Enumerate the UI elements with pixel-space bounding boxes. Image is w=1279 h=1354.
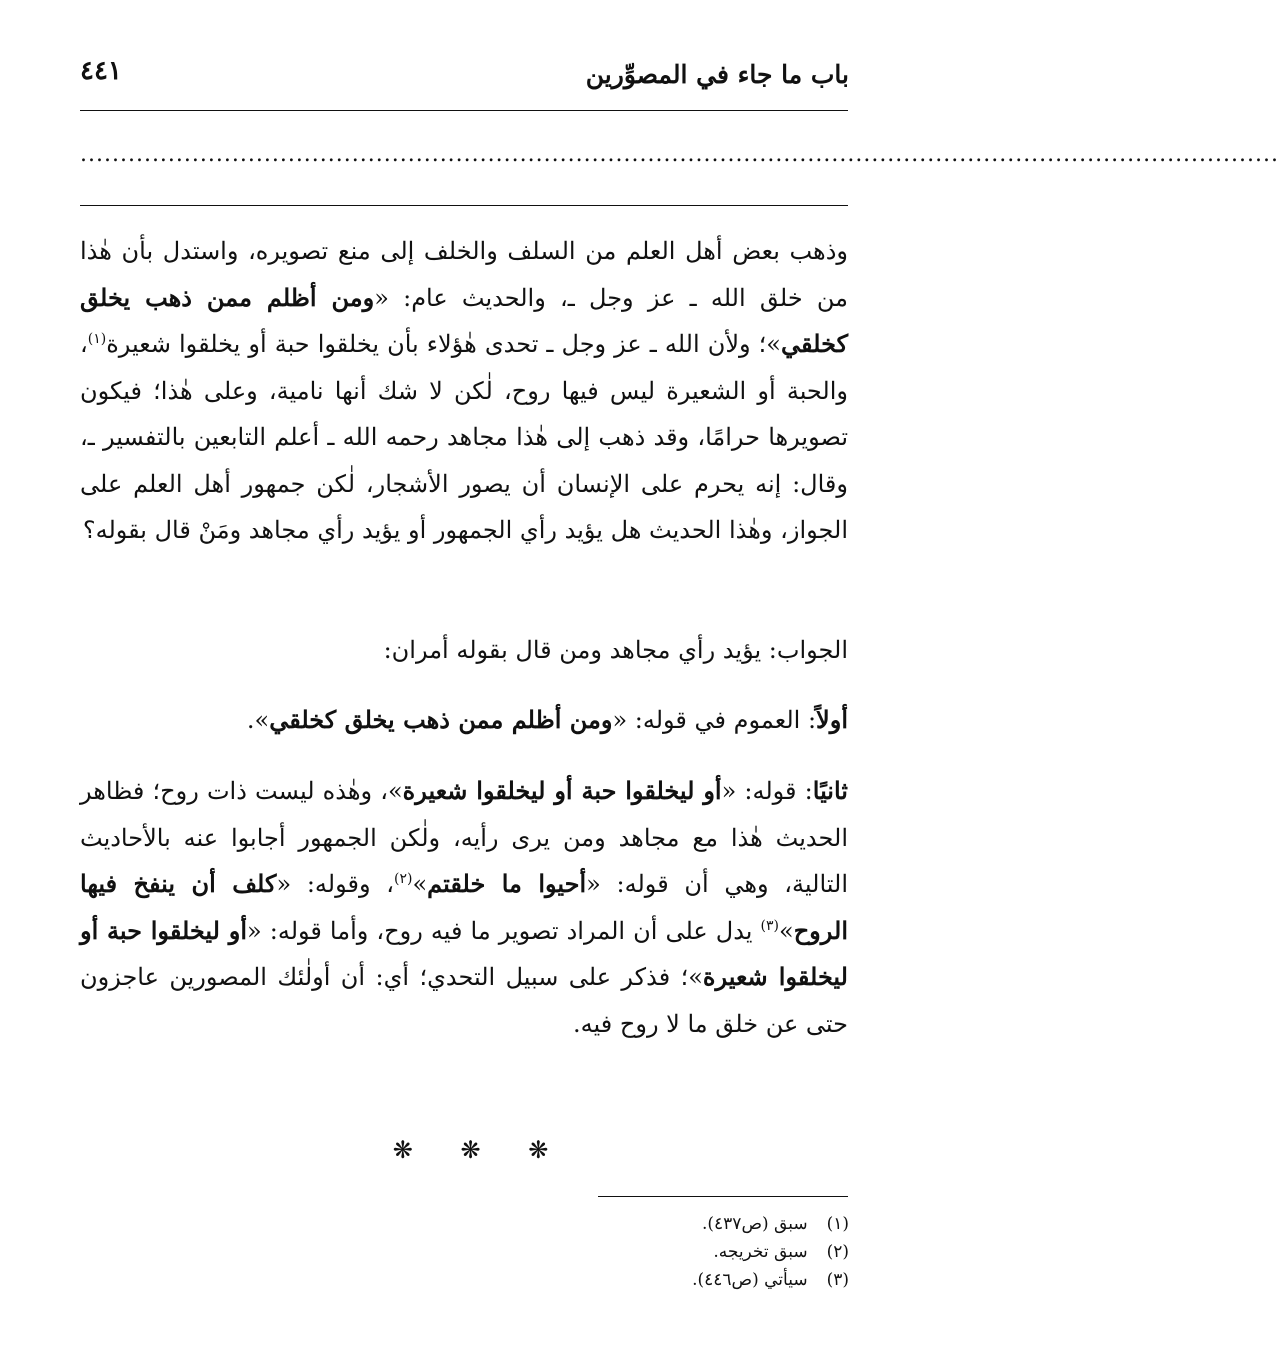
footnote-text: سبق (ص٤٣٧). (702, 1214, 808, 1234)
para1-text-3: ، والحبة أو الشعيرة ليس فيها روح، لٰكن لا شك أنها نامية، وعلى هٰذا؛ فيكون تصويرها حرامًا، وقد ذهب إلى هٰذا مجاهد رحمه الله ـ أعلم التابعين بالتفسير ـ، وقال: إنه يحرم على الإنسان أن يصور الأشجار، لٰكن جمهور أهل العلم على الجواز، وهٰذا الحديث هل يؤيد رأي الجمهور أو يؤيد رأي مجاهد ومَنْ قال بقوله؟ (80, 330, 848, 544)
hadith-quote-6: أو ليخلقوا حبة أو ليخلقوا شعيرة (80, 915, 848, 991)
paragraph-1 (80, 228, 908, 554)
para1-text-2: »؛ ولأن الله ـ عز وجل ـ تحدى هٰؤلاء بأن يخلقوا حبة أو يخلقوا شعيرة (106, 330, 781, 358)
hadith-quote-3: أو ليخلقوا حبة أو ليخلقوا شعيرة (402, 776, 722, 805)
footnotes (549, 1210, 849, 1294)
point-first-label: أولاً (816, 705, 848, 734)
footnote-ref-3[interactable]: (٣) (760, 917, 779, 934)
page-number: ٤٤١ (80, 56, 122, 86)
footnote-3 (549, 1266, 849, 1294)
star-icon: ❋ (528, 1136, 549, 1164)
hadith-quote-2: ومن أظلم ممن ذهب يخلق كخلقي (269, 705, 613, 734)
para2-text-6: يدل على أن المراد تصوير ما فيه روح، وأما قوله: « (247, 916, 761, 945)
para2-text-2: »، وهٰذه ليست ذات روح؛ فظاهر الحديث هٰذا مع مجاهد ومن يرى رأيه، ولٰكن الجمهور أجابوا عنه بالأحاديث التالية، وهي أن قوله: « (80, 777, 849, 898)
star-icon: ❋ (392, 1136, 413, 1164)
footnote-1 (549, 1210, 849, 1238)
hadith-quote-1: ومن أظلم ممن ذهب يخلق كخلقي (80, 282, 848, 358)
point-second (80, 768, 908, 1047)
answer-line: الجواب: يؤيد رأي مجاهد ومن قال بقوله أمران: (383, 636, 848, 664)
star-icon: ❋ (460, 1136, 481, 1164)
footnote-2 (549, 1238, 849, 1266)
omission-marker: ...................................................................................................................................................... (80, 142, 1279, 167)
para2-text-3: » (412, 870, 428, 898)
hadith-quote-4: أحيوا ما خلقتم (427, 869, 587, 898)
footnote-number: (١) (826, 1214, 849, 1234)
footnote-number: (٣) (826, 1270, 849, 1290)
para2-text-4: ، وقوله: « (276, 870, 394, 898)
footnote-text: سبق تخريجه. (713, 1242, 808, 1262)
footnote-number: (٢) (826, 1242, 849, 1262)
section-separator (0, 1136, 941, 1164)
para2-text-1: : قوله: « (721, 777, 813, 805)
footnote-rule (598, 1196, 848, 1197)
para2-text-5: » (779, 916, 794, 945)
para1-text-1: وذهب بعض أهل العلم من السلف والخلف إلى منع تصويره، واستدل بأن هٰذا من خلق الله ـ عز وجل ـ، والحديث عام: « (80, 237, 849, 312)
chapter-title: باب ما جاء في المصوِّرين (585, 60, 849, 89)
point-first (80, 700, 908, 740)
para2-text-7: »؛ فذكر على سبيل التحدي؛ أي: أن أولٰئك المصورين عاجزون حتى عن خلق ما لا روح فيه. (80, 963, 848, 1038)
footnote-ref-2[interactable]: (٢) (394, 871, 413, 887)
footnote-text: سيأتي (ص٤٤٦). (692, 1270, 808, 1290)
footnote-ref-1[interactable]: (١) (87, 331, 107, 347)
header-rule (80, 110, 848, 111)
body-top-rule (80, 205, 848, 206)
point-second-label: ثانيًا (812, 776, 848, 805)
point-first-text-2: ». (246, 706, 270, 734)
hadith-quote-5: كلف أن ينفخ فيها الروح (80, 869, 848, 945)
point-first-text-1: : العموم في قوله: « (612, 706, 817, 734)
